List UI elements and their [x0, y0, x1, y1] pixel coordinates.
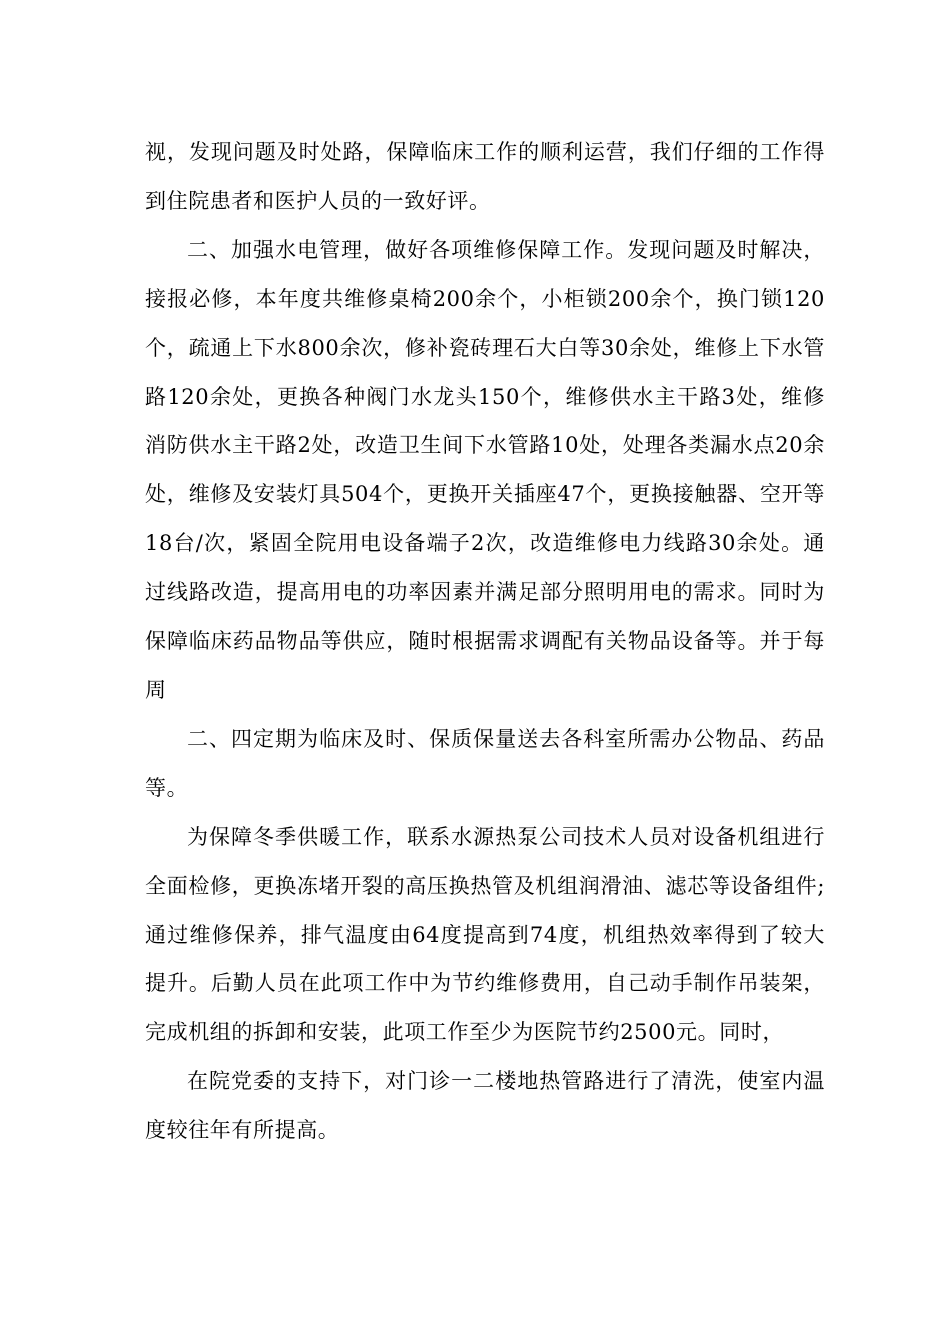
- paragraph-supplies: 二、四定期为临床及时、保质保量送去各科室所需办公物品、药品等。: [145, 726, 825, 800]
- paragraph-heating: 为保障冬季供暖工作，联系水源热泵公司技术人员对设备机组进行全面检修，更换冻堵开裂的高压换热管及机组润滑油、滤芯等设备组件;通过维修保养，排气温度由64度提高到74度，机组热效率得到了较大提升。后勤人员在此项工作中为节约维修费用，自己动手制作吊装架，完成机组的拆卸和安装，此项工作至少为医院节约2500元。同时，: [145, 824, 825, 1045]
- paragraph-maintenance: 二、加强水电管理，做好各项维修保障工作。发现问题及时解决，接报必修，本年度共维修桌椅200余个，小柜锁200余个，换门锁120个，疏通上下水800余次，修补瓷砖理石大白等30余处，维修上下水管路120余处，更换各种阀门水龙头150个，维修供水主干路3处，维修消防供水主干路2处，改造卫生间下水管路10处，处理各类漏水点20余处，维修及安装灯具504个，更换开关插座47个，更换接触器、空开等18台/次，紧固全院用电设备端子2次，改造维修电力线路30余处。通过线路改造，提高用电的功率因素并满足部分照明用电的需求。同时为保障临床药品物品等供应，随时根据需求调配有关物品设备等。并于每周: [145, 237, 825, 702]
- paragraph-continuation: 视，发现问题及时处路，保障临床工作的顺利运营，我们仔细的工作得到住院患者和医护人员的一致好评。: [145, 140, 825, 213]
- document-body: [145, 128, 825, 1155]
- paragraph-pipes-cleaning: 在院党委的支持下，对门诊一二楼地热管路进行了清洗，使室内温度较往年有所提高。: [145, 1069, 825, 1143]
